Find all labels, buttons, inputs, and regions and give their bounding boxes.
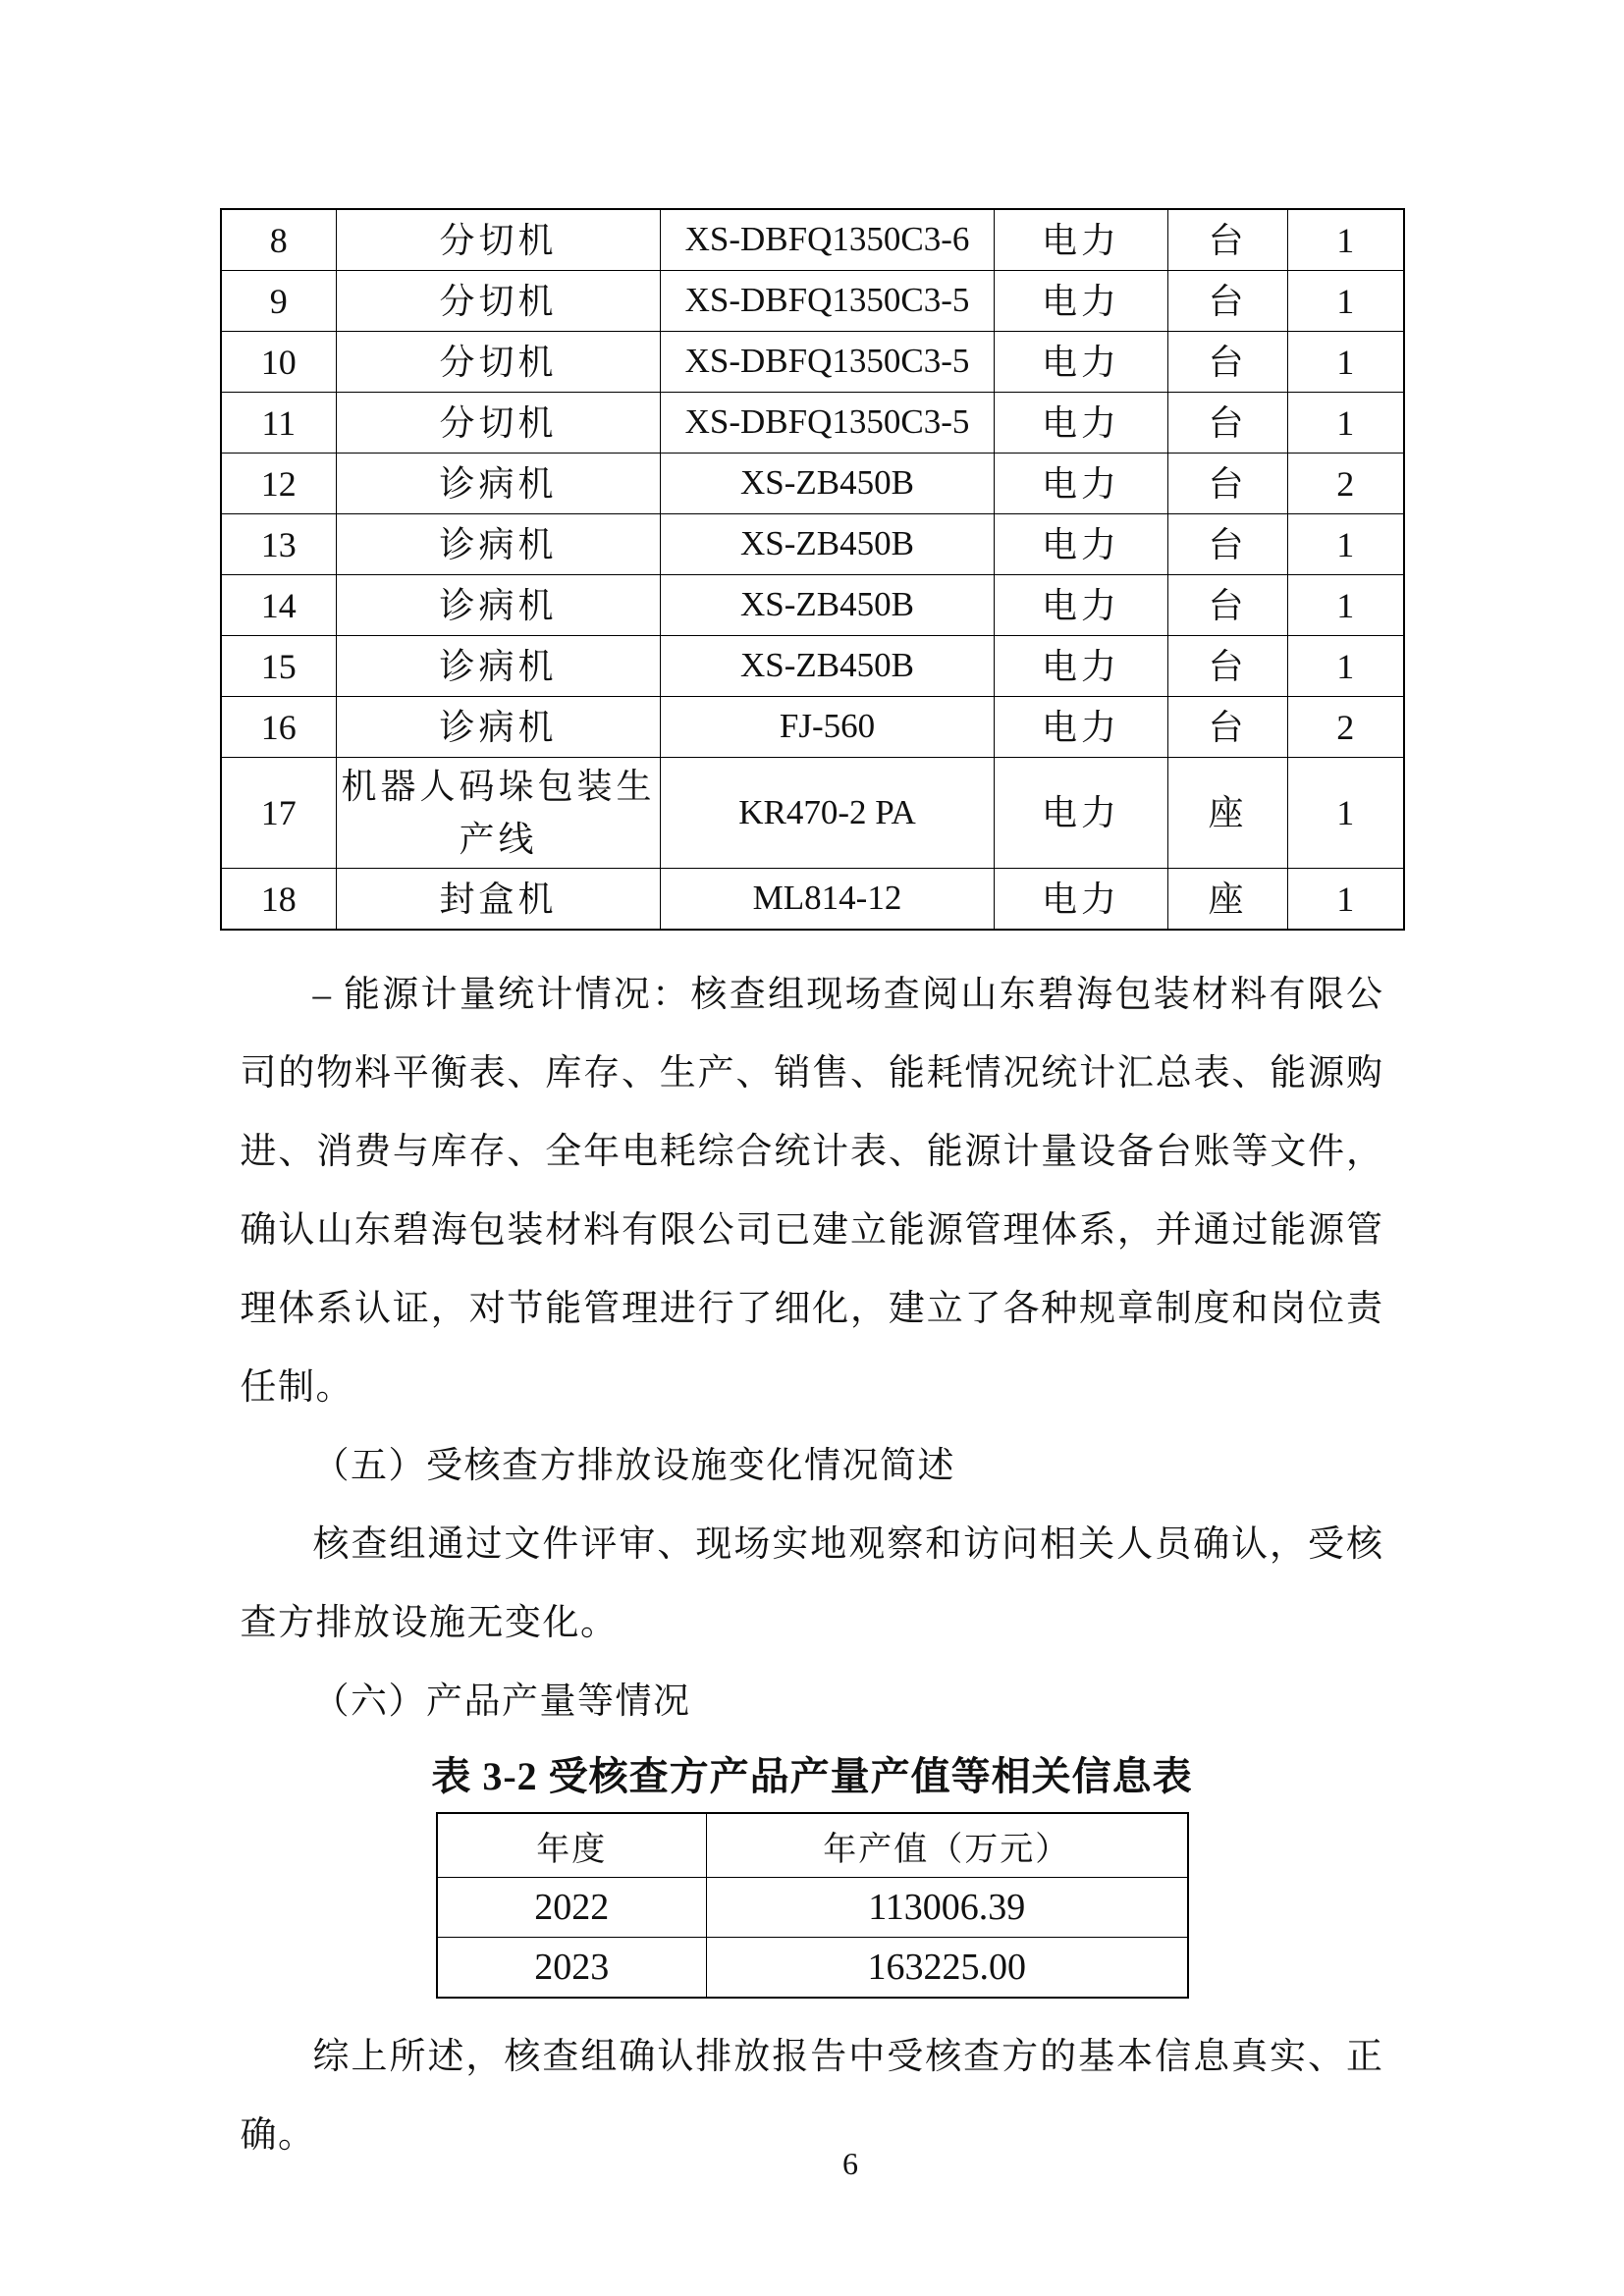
equipment-cell-qty: 2 xyxy=(1288,697,1404,758)
equipment-cell-unit: 台 xyxy=(1168,393,1288,454)
equipment-cell-model: FJ-560 xyxy=(661,697,995,758)
equipment-cell-name: 诊病机 xyxy=(337,575,661,636)
production-cell-year: 2022 xyxy=(437,1878,707,1938)
production-table xyxy=(436,1812,1189,1999)
equipment-cell-no: 11 xyxy=(221,393,337,454)
equipment-cell-name: 机器人码垛包装生产线 xyxy=(337,758,661,869)
equipment-cell-qty: 2 xyxy=(1288,454,1404,514)
equipment-cell-no: 9 xyxy=(221,271,337,332)
equipment-table-row xyxy=(221,869,1404,931)
equipment-cell-model: XS-DBFQ1350C3-6 xyxy=(661,209,995,271)
equipment-cell-qty: 1 xyxy=(1288,271,1404,332)
production-table-body xyxy=(437,1878,1188,1999)
equipment-cell-qty: 1 xyxy=(1288,514,1404,575)
equipment-table-row xyxy=(221,271,1404,332)
equipment-cell-unit: 台 xyxy=(1168,636,1288,697)
equipment-cell-name: 诊病机 xyxy=(337,636,661,697)
equipment-cell-qty: 1 xyxy=(1288,393,1404,454)
equipment-cell-energy: 电力 xyxy=(995,869,1168,931)
equipment-cell-energy: 电力 xyxy=(995,758,1168,869)
equipment-cell-no: 18 xyxy=(221,869,337,931)
equipment-cell-name: 诊病机 xyxy=(337,454,661,514)
equipment-cell-no: 17 xyxy=(221,758,337,869)
paragraph-emission-facility-change: 核查组通过文件评审、现场实地观察和访问相关人员确认，受核查方排放设施无变化。 xyxy=(240,1524,1384,1643)
production-table-row xyxy=(437,1878,1188,1938)
equipment-cell-energy: 电力 xyxy=(995,209,1168,271)
equipment-cell-qty: 1 xyxy=(1288,869,1404,931)
equipment-cell-no: 10 xyxy=(221,332,337,393)
equipment-cell-energy: 电力 xyxy=(995,514,1168,575)
production-table-row xyxy=(437,1938,1188,1999)
equipment-cell-qty: 1 xyxy=(1288,575,1404,636)
production-table-header-row xyxy=(437,1813,1188,1878)
equipment-cell-model: KR470-2 PA xyxy=(661,758,995,869)
production-cell-year: 2023 xyxy=(437,1938,707,1999)
section-heading-6: （六）产品产量等情况 xyxy=(312,1682,691,1722)
equipment-cell-no: 14 xyxy=(221,575,337,636)
table-3-2-title: 表 3-2 受核查方产品产量产值等相关信息表 xyxy=(431,1754,1193,1798)
equipment-cell-model: ML814-12 xyxy=(661,869,995,931)
equipment-table-row xyxy=(221,514,1404,575)
equipment-cell-qty: 1 xyxy=(1288,332,1404,393)
paragraph-conclusion: 综上所述，核查组确认排放报告中受核查方的基本信息真实、正确。 xyxy=(240,2037,1384,2156)
equipment-table-row xyxy=(221,697,1404,758)
equipment-cell-unit: 台 xyxy=(1168,454,1288,514)
equipment-cell-model: XS-ZB450B xyxy=(661,454,995,514)
equipment-cell-unit: 台 xyxy=(1168,575,1288,636)
equipment-cell-qty: 1 xyxy=(1288,636,1404,697)
equipment-cell-unit: 台 xyxy=(1168,332,1288,393)
equipment-cell-unit: 台 xyxy=(1168,514,1288,575)
equipment-cell-name: 分切机 xyxy=(337,332,661,393)
equipment-table-row xyxy=(221,636,1404,697)
equipment-cell-no: 15 xyxy=(221,636,337,697)
equipment-cell-model: XS-ZB450B xyxy=(661,575,995,636)
equipment-cell-name: 诊病机 xyxy=(337,697,661,758)
production-header-year: 年度 xyxy=(437,1813,707,1878)
equipment-cell-unit: 座 xyxy=(1168,869,1288,931)
equipment-table-row xyxy=(221,575,1404,636)
page-number: 6 xyxy=(842,2146,858,2181)
equipment-table-row xyxy=(221,209,1404,271)
equipment-cell-no: 13 xyxy=(221,514,337,575)
equipment-cell-energy: 电力 xyxy=(995,271,1168,332)
equipment-cell-no: 12 xyxy=(221,454,337,514)
equipment-cell-model: XS-DBFQ1350C3-5 xyxy=(661,332,995,393)
equipment-cell-no: 8 xyxy=(221,209,337,271)
production-cell-output-value: 113006.39 xyxy=(707,1878,1188,1938)
equipment-table-row xyxy=(221,758,1404,869)
equipment-cell-name: 分切机 xyxy=(337,393,661,454)
equipment-cell-unit: 台 xyxy=(1168,271,1288,332)
equipment-cell-energy: 电力 xyxy=(995,454,1168,514)
equipment-table xyxy=(220,208,1405,931)
equipment-cell-name: 分切机 xyxy=(337,271,661,332)
equipment-cell-model: XS-DBFQ1350C3-5 xyxy=(661,393,995,454)
equipment-cell-name: 分切机 xyxy=(337,209,661,271)
equipment-cell-energy: 电力 xyxy=(995,332,1168,393)
paragraph-energy-metering: – 能源计量统计情况：核查组现场查阅山东碧海包装材料有限公司的物料平衡表、库存、生产、销售、能耗情况统计汇总表、能源购进、消费与库存、全年电耗综合统计表、能源计量设备台账等文件，确认山东碧海包装材料有限公司已建立能源管理体系，并通过能源管理体系认证，对节能管理进行了细化，建立了各种规章制度和岗位责任制。 xyxy=(240,975,1384,1408)
equipment-cell-qty: 1 xyxy=(1288,209,1404,271)
equipment-cell-model: XS-DBFQ1350C3-5 xyxy=(661,271,995,332)
equipment-table-row xyxy=(221,454,1404,514)
equipment-table-row xyxy=(221,393,1404,454)
equipment-cell-energy: 电力 xyxy=(995,393,1168,454)
equipment-cell-unit: 台 xyxy=(1168,697,1288,758)
equipment-cell-qty: 1 xyxy=(1288,758,1404,869)
equipment-cell-energy: 电力 xyxy=(995,575,1168,636)
equipment-cell-model: XS-ZB450B xyxy=(661,636,995,697)
equipment-cell-name: 诊病机 xyxy=(337,514,661,575)
equipment-table-row xyxy=(221,332,1404,393)
equipment-cell-unit: 座 xyxy=(1168,758,1288,869)
production-cell-output-value: 163225.00 xyxy=(707,1938,1188,1999)
equipment-cell-model: XS-ZB450B xyxy=(661,514,995,575)
equipment-cell-name: 封盒机 xyxy=(337,869,661,931)
equipment-cell-energy: 电力 xyxy=(995,636,1168,697)
section-heading-5: （五）受核查方排放设施变化情况简述 xyxy=(312,1446,955,1486)
production-header-output-value: 年产值（万元） xyxy=(707,1813,1188,1878)
equipment-cell-energy: 电力 xyxy=(995,697,1168,758)
equipment-cell-unit: 台 xyxy=(1168,209,1288,271)
equipment-table-body xyxy=(221,209,1404,930)
equipment-cell-no: 16 xyxy=(221,697,337,758)
